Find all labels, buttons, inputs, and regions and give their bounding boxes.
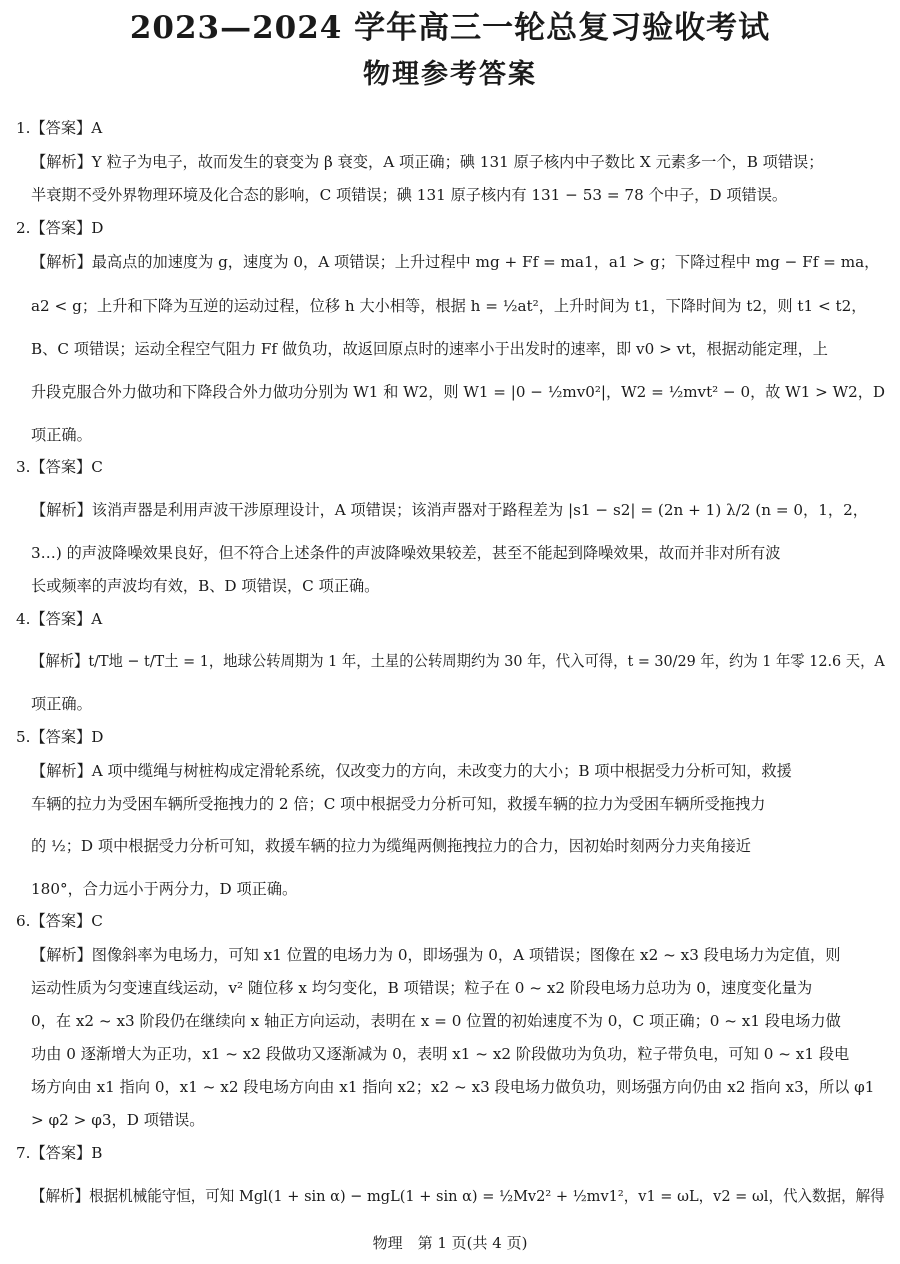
answer-line-q7: 7.【答案】B xyxy=(16,1144,103,1162)
answer-line-q1: 1.【答案】A xyxy=(16,119,103,137)
document-subtitle: 物理参考答案 xyxy=(363,59,537,90)
analysis-line: 场方向由 x1 指向 0，x1 ~ x2 段电场方向由 x1 指向 x2；x2 ~ x3 段电场力做负功，则场强方向仍由 x2 指向 x3，所以 φ1 xyxy=(31,1078,875,1096)
analysis-line: 3…) 的声波降噪效果良好，但不符合上述条件的声波降噪效果较差，甚至不能起到降噪效果，故而并非对所有波 xyxy=(31,544,781,562)
analysis-line: 【解析】最高点的加速度为 g，速度为 0，A 项错误；上升过程中 mg + Ff = ma1，a1 > g；下降过程中 mg − Ff = ma， xyxy=(31,253,880,271)
analysis-line: a2 < g；上升和下降为互逆的运动过程，位移 h 大小相等，根据 h = ½at²，上升时间为 t1，下降时间为 t2，则 t1 < t2， xyxy=(31,297,867,315)
analysis-line: 升段克服合外力做功和下降段合外力做功分别为 W1 和 W2，则 W1 = |0 − ½mv0²|，W2 = ½mvt² − 0，故 W1 > W2，D xyxy=(31,383,885,401)
analysis-line: 【解析】Y 粒子为电子，故而发生的衰变为 β 衰变，A 项正确；碘 131 原子核内中子数比 X 元素多一个，B 项错误； xyxy=(31,153,824,171)
answer-line-q4: 4.【答案】A xyxy=(16,610,103,628)
answer-line-q2: 2.【答案】D xyxy=(16,219,104,237)
analysis-line: 【解析】图像斜率为电场力，可知 x1 位置的电场力为 0，即场强为 0，A 项错误；图像在 x2 ~ x3 段电场力为定值，则 xyxy=(31,946,841,964)
analysis-line: 【解析】t/T地 − t/T土 = 1，地球公转周期为 1 年，土星的公转周期约为 30 年，代入可得，t = 30/29 年，约为 1 年零 12.6 天，A xyxy=(31,652,885,670)
answer-line-q6: 6.【答案】C xyxy=(16,912,103,930)
analysis-line: 【解析】根据机械能守恒，可知 Mgl(1 + sin α) − mgL(1 + sin α) = ½Mv2² + ½mv1²，v1 = ωL，v2 = ωl，代入数据，解得 xyxy=(31,1187,885,1205)
analysis-line: 【解析】A 项中缆绳与树桩构成定滑轮系统，仅改变力的方向，未改变力的大小；B 项中根据受力分析可知，救援 xyxy=(31,762,792,780)
analysis-line: 0，在 x2 ~ x3 阶段仍在继续向 x 轴正方向运动，表明在 x = 0 位置的初始速度不为 0，C 项正确；0 ~ x1 段电场力做 xyxy=(31,1012,841,1030)
analysis-line: 车辆的拉力为受困车辆所受拖拽力的 2 倍；C 项中根据受力分析可知，救援车辆的拉力为受困车辆所受拖拽力 xyxy=(31,795,766,813)
analysis-line: B、C 项错误；运动全程空气阻力 Ff 做负功，故返回原点时的速率小于出发时的速率，即 v0 > vt，根据动能定理，上 xyxy=(31,340,828,358)
analysis-line: 项正确。 xyxy=(31,695,92,713)
analysis-line: 180°，合力远小于两分力，D 项正确。 xyxy=(31,880,298,898)
analysis-line: 的 ½；D 项中根据受力分析可知，救援车辆的拉力为缆绳两侧拖拽拉力的合力，因初始时刻两分力夹角接近 xyxy=(31,837,751,855)
analysis-line: 项正确。 xyxy=(31,426,92,444)
analysis-line: > φ2 > φ3，D 项错误。 xyxy=(31,1111,205,1129)
analysis-line: 长或频率的声波均有效，B、D 项错误，C 项正确。 xyxy=(31,577,380,595)
analysis-line: 【解析】该消声器是利用声波干涉原理设计，A 项错误；该消声器对于路程差为 |s1 − s2| = (2n + 1) λ/2 (n = 0，1，2， xyxy=(31,501,868,519)
answer-line-q3: 3.【答案】C xyxy=(16,458,103,476)
document-title: 2023—2024 学年高三一轮总复习验收考试 xyxy=(129,10,771,46)
analysis-line: 运动性质为匀变速直线运动，v² 随位移 x 均匀变化，B 项错误；粒子在 0 ~ x2 阶段电场力总功为 0，速度变化量为 xyxy=(31,979,813,997)
analysis-line: 功由 0 逐渐增大为正功，x1 ~ x2 段做功又逐渐减为 0，表明 x1 ~ x2 阶段做功为负功，粒子带负电，可知 0 ~ x1 段电 xyxy=(31,1045,850,1063)
answer-line-q5: 5.【答案】D xyxy=(16,728,104,746)
analysis-line: 半衰期不受外界物理环境及化合态的影响，C 项错误；碘 131 原子核内有 131 − 53 = 78 个中子，D 项错误。 xyxy=(31,186,788,204)
page-footer: 物理 第 1 页(共 4 页) xyxy=(372,1234,528,1252)
